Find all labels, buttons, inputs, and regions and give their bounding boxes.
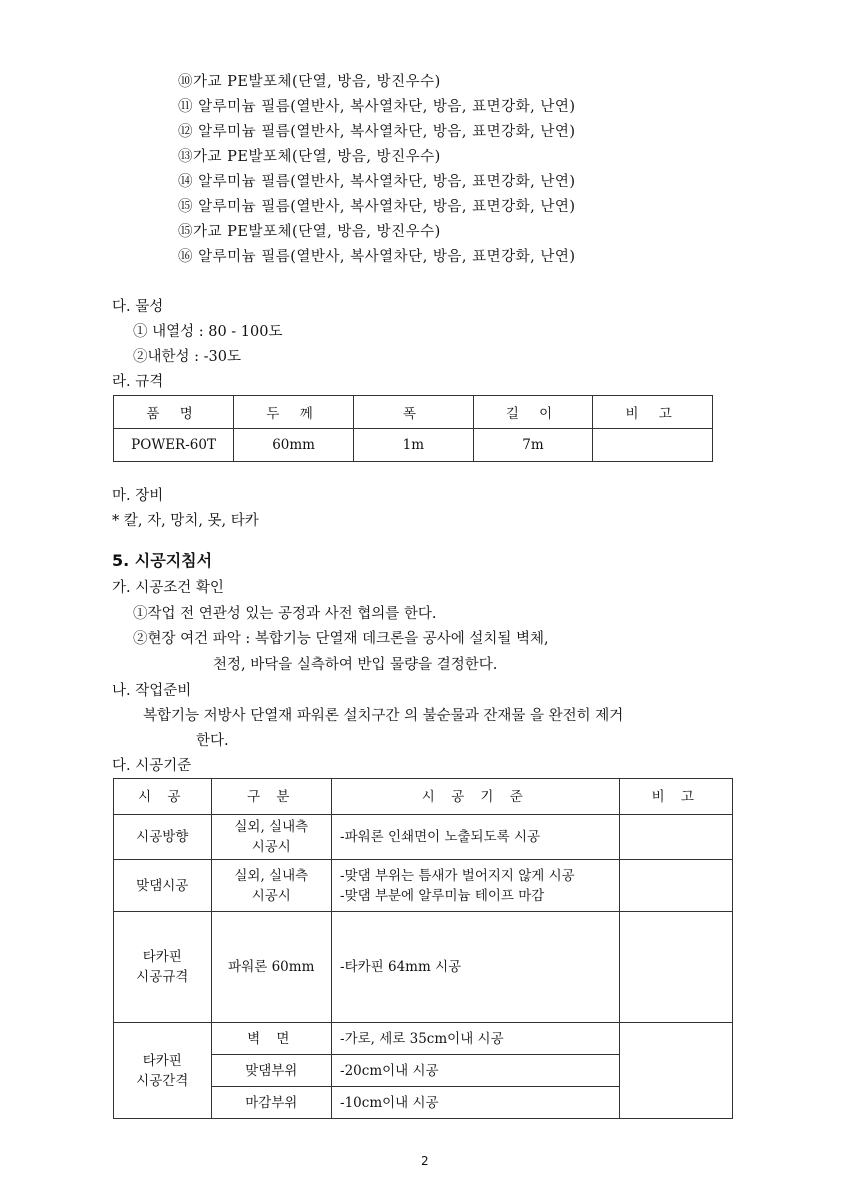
- cell-line: -맞댐 부위는 틈새가 벌어지지 않게 시공: [340, 867, 575, 884]
- table-cell: [332, 860, 620, 912]
- cell-line: 실외, 실내측: [234, 819, 309, 835]
- table-row: [114, 860, 733, 912]
- table-cell: [619, 815, 732, 860]
- table-cell: [114, 1023, 212, 1119]
- table-cell: 벽 면: [211, 1023, 332, 1055]
- table-cell: 마감부위: [211, 1087, 332, 1119]
- list-item: ⑯ 알루미늄 필름(열반사, 복사열차단, 방음, 표면강화, 난연): [178, 249, 576, 265]
- table-cell: 맞댐부위: [211, 1055, 332, 1087]
- spec-header: 길 이: [473, 396, 593, 429]
- table-row: [114, 1023, 733, 1055]
- table-cell: 7m: [473, 429, 593, 462]
- table-cell: -가로, 세로 35cm이내 시공: [332, 1023, 620, 1055]
- subsection-heading: 나. 작업준비: [112, 683, 192, 699]
- table-cell: -파워론 인쇄면이 노출되도록 시공: [332, 815, 620, 860]
- list-item: ⑫ 알루미늄 필름(열반사, 복사열차단, 방음, 표면강화, 난연): [178, 124, 576, 140]
- spec-table: [113, 395, 713, 462]
- table-row: [114, 429, 713, 462]
- paragraph-line: ①작업 전 연관성 있는 공정과 사전 협의를 한다.: [133, 606, 437, 622]
- spec-header: 폭: [354, 396, 474, 429]
- section-title: 5. 시공지침서: [112, 551, 213, 570]
- table-row: [114, 912, 733, 1023]
- spec-header: 품 명: [114, 396, 234, 429]
- list-item: ⑮가교 PE발포체(단열, 방음, 방진우수): [178, 224, 441, 240]
- spec-heading: 라. 규격: [112, 374, 164, 390]
- paragraph-line: 천정, 바닥을 실측하여 반입 물량을 결정한다.: [213, 657, 498, 673]
- table-cell: 60mm: [234, 429, 354, 462]
- table-cell: [114, 912, 212, 1023]
- cell-line: 시공시: [251, 887, 291, 904]
- list-item: ⑮ 알루미늄 필름(열반사, 복사열차단, 방음, 표면강화, 난연): [178, 199, 576, 215]
- cell-line: 시공규격: [136, 969, 189, 985]
- paragraph-line: 복합기능 저방사 단열재 파워론 설치구간 의 불순물과 잔재물 을 완전히 제거: [143, 708, 624, 724]
- table-cell: 시공방향: [114, 815, 212, 860]
- table-header: 비 고: [619, 779, 732, 815]
- cell-line: 실외, 실내측: [234, 867, 309, 884]
- table-cell: [619, 860, 732, 912]
- table-cell: [211, 815, 332, 860]
- cell-line: -맞댐 부분에 알루미늄 테이프 마감: [340, 887, 545, 904]
- table-cell: [619, 912, 732, 1023]
- properties-heading: 다. 물성: [112, 299, 164, 315]
- heat-resistance: ① 내열성 : 80 - 100도: [133, 324, 283, 340]
- table-header: 시 공 기 준: [332, 779, 620, 815]
- cell-line: 시공간격: [136, 1072, 189, 1089]
- subsection-heading: 다. 시공기준: [112, 758, 192, 774]
- table-cell: [211, 860, 332, 912]
- spec-header: 비 고: [593, 396, 713, 429]
- list-item: ⑬가교 PE발포체(단열, 방음, 방진우수): [178, 149, 441, 165]
- layer-list: [178, 70, 576, 270]
- table-row: [114, 815, 733, 860]
- table-cell: POWER-60T: [114, 429, 234, 462]
- equipment-heading: 마. 장비: [112, 488, 164, 504]
- paragraph-line: 한다.: [196, 733, 229, 749]
- table-cell: 1m: [354, 429, 474, 462]
- cold-resistance: ②내한성 : -30도: [133, 349, 241, 365]
- table-cell: 맞댐시공: [114, 860, 212, 912]
- table-cell: 파워론 60mm: [211, 912, 332, 1023]
- table-cell: -타카핀 64mm 시공: [332, 912, 620, 1023]
- paragraph-line: ②현장 여건 파악 : 복합기능 단열재 데크론을 공사에 설치될 벽체,: [133, 631, 549, 647]
- page-number: 2: [421, 1154, 429, 1168]
- spec-header: 두 께: [234, 396, 354, 429]
- cell-line: 타카핀: [142, 949, 182, 965]
- subsection-heading: 가. 시공조건 확인: [112, 580, 224, 596]
- table-cell: -10cm이내 시공: [332, 1087, 620, 1119]
- list-item: ⑩가교 PE발포체(단열, 방음, 방진우수): [178, 74, 441, 90]
- table-header: 구 분: [211, 779, 332, 815]
- table-cell: [593, 429, 713, 462]
- cell-line: 시공시: [251, 839, 291, 855]
- table-header: 시 공: [114, 779, 212, 815]
- list-item: ⑭ 알루미늄 필름(열반사, 복사열차단, 방음, 표면강화, 난연): [178, 174, 576, 190]
- construction-table: [113, 778, 733, 1119]
- table-cell: -20cm이내 시공: [332, 1055, 620, 1087]
- list-item: ⑪ 알루미늄 필름(열반사, 복사열차단, 방음, 표면강화, 난연): [178, 99, 576, 115]
- cell-line: 타카핀: [142, 1052, 182, 1069]
- equipment-items: * 칼, 자, 망치, 못, 타카: [112, 513, 259, 529]
- table-cell: [619, 1023, 732, 1119]
